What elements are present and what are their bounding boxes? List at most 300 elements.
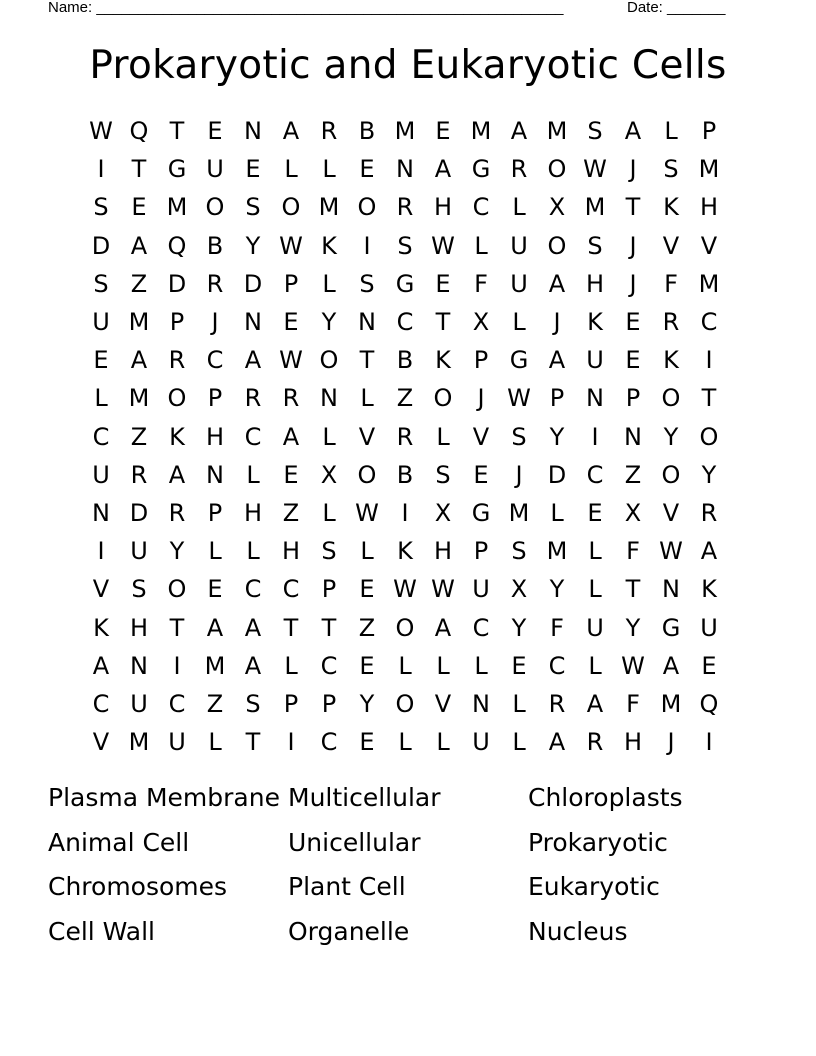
grid-letter: Y xyxy=(245,231,261,260)
grid-letter: L xyxy=(322,269,336,298)
grid-letter: G xyxy=(167,155,187,184)
grid-letter: W xyxy=(431,575,455,604)
grid-letter: V xyxy=(700,231,718,260)
grid-letter: O xyxy=(395,689,415,718)
grid-letter: V xyxy=(92,575,110,604)
word-bank xyxy=(48,776,768,954)
grid-letter: M xyxy=(660,689,682,718)
grid-letter: E xyxy=(625,346,641,375)
word-bank-item: Nucleus xyxy=(528,916,628,946)
grid-letter: O xyxy=(547,155,567,184)
grid-letter: L xyxy=(322,155,336,184)
grid-letter: G xyxy=(661,613,681,642)
grid-letter: L xyxy=(512,689,526,718)
grid-letter: C xyxy=(472,193,490,222)
grid-letter: P xyxy=(701,117,717,146)
grid-letter: L xyxy=(208,537,222,566)
grid-letter: D xyxy=(129,498,149,527)
grid-letter: J xyxy=(629,231,637,260)
grid-letter: R xyxy=(510,155,528,184)
grid-letter: Z xyxy=(206,689,224,718)
grid-letter: V xyxy=(358,422,376,451)
grid-letter: P xyxy=(625,384,641,413)
grid-letter: B xyxy=(206,231,224,260)
date-field-label: Date: _______ xyxy=(627,0,726,16)
grid-letter: O xyxy=(167,384,187,413)
word-bank-item: Plasma Membrane xyxy=(48,783,280,812)
grid-letter: A xyxy=(548,346,566,375)
grid-letter: H xyxy=(623,728,643,757)
word-bank-item: Multicellular xyxy=(288,783,441,812)
grid-letter: I xyxy=(401,498,409,527)
grid-letter: O xyxy=(357,460,377,489)
grid-letter: R xyxy=(396,422,414,451)
grid-letter: T xyxy=(625,193,641,222)
grid-letter: L xyxy=(588,537,602,566)
grid-letter: J xyxy=(553,308,561,337)
grid-letter: R xyxy=(586,728,604,757)
grid-letter: N xyxy=(586,384,604,413)
grid-letter: L xyxy=(322,498,336,527)
grid-letter: A xyxy=(92,651,110,680)
word-bank-item: Unicellular xyxy=(288,827,421,857)
grid-letter: W xyxy=(279,346,303,375)
grid-letter: V xyxy=(662,231,680,260)
grid-letter: V xyxy=(472,422,490,451)
word-bank-item: Chromosomes xyxy=(48,872,228,901)
grid-letter: M xyxy=(204,651,226,680)
grid-letter: E xyxy=(511,651,527,680)
grid-letter: X xyxy=(320,460,338,489)
grid-letter: A xyxy=(434,155,452,184)
grid-letter: S xyxy=(245,193,261,222)
grid-letter: P xyxy=(169,308,185,337)
grid-letter: W xyxy=(279,231,303,260)
grid-letter: E xyxy=(359,728,375,757)
grid-letter: L xyxy=(436,422,450,451)
grid-letter: S xyxy=(587,231,603,260)
grid-letter: L xyxy=(208,728,222,757)
grid-letter: S xyxy=(93,193,109,222)
grid-letter: C xyxy=(244,422,262,451)
grid-letter: N xyxy=(358,308,376,337)
grid-letter: U xyxy=(168,728,186,757)
grid-letter: X xyxy=(472,308,490,337)
grid-letter: O xyxy=(167,575,187,604)
grid-letter: B xyxy=(396,460,414,489)
grid-letter: F xyxy=(626,537,640,566)
grid-letter: V xyxy=(434,689,452,718)
grid-letter: H xyxy=(243,498,263,527)
grid-letter: U xyxy=(700,613,718,642)
grid-letter: M xyxy=(394,117,416,146)
grid-letter: N xyxy=(206,460,224,489)
grid-letter: D xyxy=(547,460,567,489)
grid-letter: F xyxy=(474,269,488,298)
grid-letter: I xyxy=(97,537,105,566)
grid-letter: K xyxy=(663,193,679,222)
grid-letter: I xyxy=(705,346,713,375)
grid-letter: Z xyxy=(624,460,642,489)
grid-letter: O xyxy=(661,384,681,413)
grid-letter: W xyxy=(507,384,531,413)
grid-letter: S xyxy=(93,269,109,298)
grid-letter: D xyxy=(91,231,111,260)
grid-letter: J xyxy=(515,460,523,489)
grid-letter: A xyxy=(700,537,718,566)
grid-letter: K xyxy=(663,346,679,375)
grid-letter: L xyxy=(436,651,450,680)
grid-letter: A xyxy=(282,422,300,451)
grid-letter: C xyxy=(586,460,604,489)
grid-letter: A xyxy=(586,689,604,718)
grid-letter: U xyxy=(586,346,604,375)
grid-letter: Q xyxy=(699,689,719,718)
grid-letter: Z xyxy=(282,498,300,527)
grid-letter: Z xyxy=(130,422,148,451)
grid-letter: L xyxy=(588,575,602,604)
grid-letter: W xyxy=(89,117,113,146)
grid-letter: P xyxy=(473,537,489,566)
grid-letter: M xyxy=(166,193,188,222)
grid-letter: Y xyxy=(701,460,717,489)
grid-letter: M xyxy=(470,117,492,146)
grid-letter: M xyxy=(318,193,340,222)
grid-letter: T xyxy=(131,155,147,184)
grid-letter: O xyxy=(395,613,415,642)
grid-letter: M xyxy=(128,384,150,413)
grid-letter: Q xyxy=(129,117,149,146)
word-bank-item: Organelle xyxy=(288,916,410,946)
grid-letter: C xyxy=(92,689,110,718)
grid-letter: T xyxy=(169,613,185,642)
grid-letter: W xyxy=(431,231,455,260)
grid-letter: S xyxy=(511,537,527,566)
grid-letter: E xyxy=(93,346,109,375)
grid-letter: U xyxy=(586,613,604,642)
grid-letter: P xyxy=(549,384,565,413)
grid-letter: K xyxy=(169,422,185,451)
grid-letter: F xyxy=(626,689,640,718)
grid-letter: F xyxy=(664,269,678,298)
page-title: Prokaryotic and Eukaryotic Cells xyxy=(89,43,727,88)
grid-letter: L xyxy=(550,498,564,527)
grid-letter: Y xyxy=(359,689,375,718)
grid-letter: A xyxy=(282,117,300,146)
grid-letter: C xyxy=(320,728,338,757)
grid-letter: R xyxy=(168,498,186,527)
grid-letter: L xyxy=(588,651,602,680)
grid-letter: A xyxy=(130,346,148,375)
grid-letter: W xyxy=(621,651,645,680)
grid-letter: H xyxy=(129,613,149,642)
grid-letter: R xyxy=(168,346,186,375)
word-bank-item: Chloroplasts xyxy=(528,783,683,812)
grid-letter: P xyxy=(207,384,223,413)
grid-letter: S xyxy=(435,460,451,489)
grid-letter: H xyxy=(433,193,453,222)
grid-letter: N xyxy=(92,498,110,527)
grid-letter: A xyxy=(244,613,262,642)
grid-letter: L xyxy=(94,384,108,413)
grid-letter: U xyxy=(92,308,110,337)
grid-letter: L xyxy=(512,193,526,222)
grid-letter: L xyxy=(474,651,488,680)
grid-letter: M xyxy=(128,728,150,757)
grid-letter: A xyxy=(548,728,566,757)
grid-letter: V xyxy=(92,728,110,757)
grid-letter: W xyxy=(393,575,417,604)
grid-letter: E xyxy=(131,193,147,222)
grid-letter: E xyxy=(701,651,717,680)
grid-letter: E xyxy=(359,651,375,680)
grid-letter: N xyxy=(320,384,338,413)
grid-letter: M xyxy=(128,308,150,337)
grid-letter: U xyxy=(206,155,224,184)
grid-letter: O xyxy=(281,193,301,222)
grid-letter: E xyxy=(587,498,603,527)
grid-letter: R xyxy=(700,498,718,527)
grid-letter: A xyxy=(624,117,642,146)
grid-letter: G xyxy=(509,346,529,375)
grid-letter: S xyxy=(663,155,679,184)
grid-letter: I xyxy=(705,728,713,757)
grid-letter: Z xyxy=(130,269,148,298)
grid-letter: O xyxy=(547,231,567,260)
grid-letter: J xyxy=(667,728,675,757)
grid-letter: P xyxy=(473,346,489,375)
grid-letter: Y xyxy=(625,613,641,642)
grid-letter: A xyxy=(130,231,148,260)
grid-letter: L xyxy=(360,384,374,413)
word-bank-item: Prokaryotic xyxy=(528,827,668,857)
grid-letter: O xyxy=(661,460,681,489)
grid-letter: R xyxy=(206,269,224,298)
grid-letter: Y xyxy=(549,422,565,451)
grid-letter: R xyxy=(244,384,262,413)
grid-letter: C xyxy=(168,689,186,718)
grid-letter: U xyxy=(130,537,148,566)
grid-letter: N xyxy=(624,422,642,451)
grid-letter: X xyxy=(434,498,452,527)
grid-letter: L xyxy=(246,537,260,566)
grid-letter: C xyxy=(396,308,414,337)
grid-letter: M xyxy=(508,498,530,527)
grid-letter: E xyxy=(473,460,489,489)
grid-letter: I xyxy=(363,231,371,260)
grid-letter: B xyxy=(358,117,376,146)
grid-letter: J xyxy=(629,155,637,184)
grid-letter: U xyxy=(510,231,528,260)
grid-letter: W xyxy=(583,155,607,184)
grid-letter: K xyxy=(397,537,413,566)
grid-letter: C xyxy=(548,651,566,680)
grid-letter: T xyxy=(359,346,375,375)
grid-letter: D xyxy=(243,269,263,298)
grid-letter: C xyxy=(244,575,262,604)
grid-letter: Y xyxy=(549,575,565,604)
word-bank-item: Animal Cell xyxy=(48,827,190,857)
grid-letter: Q xyxy=(167,231,187,260)
grid-letter: O xyxy=(357,193,377,222)
grid-letter: O xyxy=(205,193,225,222)
grid-letter: R xyxy=(320,117,338,146)
grid-letter: E xyxy=(435,117,451,146)
word-bank-item: Eukaryotic xyxy=(528,872,660,901)
grid-letter: P xyxy=(321,689,337,718)
grid-letter: A xyxy=(548,269,566,298)
grid-letter: B xyxy=(396,346,414,375)
grid-letter: A xyxy=(168,460,186,489)
grid-letter: C xyxy=(320,651,338,680)
grid-letter: I xyxy=(591,422,599,451)
grid-letter: U xyxy=(510,269,528,298)
grid-letter: A xyxy=(244,346,262,375)
grid-letter: X xyxy=(510,575,528,604)
grid-letter: Y xyxy=(663,422,679,451)
grid-letter: A xyxy=(662,651,680,680)
grid-letter: S xyxy=(511,422,527,451)
grid-letter: E xyxy=(435,269,451,298)
grid-letter: K xyxy=(93,613,109,642)
grid-letter: M xyxy=(546,537,568,566)
grid-letter: C xyxy=(92,422,110,451)
grid-letter: E xyxy=(245,155,261,184)
grid-letter: L xyxy=(246,460,260,489)
name-field-label: Name: ________________________________________________________ xyxy=(48,0,564,16)
grid-letter: N xyxy=(244,308,262,337)
grid-letter: P xyxy=(207,498,223,527)
grid-letter: O xyxy=(699,422,719,451)
grid-letter: H xyxy=(699,193,719,222)
grid-letter: M xyxy=(546,117,568,146)
grid-letter: N xyxy=(130,651,148,680)
grid-letter: H xyxy=(433,537,453,566)
grid-letter: J xyxy=(477,384,485,413)
grid-letter: W xyxy=(355,498,379,527)
header-fields xyxy=(48,0,748,18)
grid-letter: S xyxy=(587,117,603,146)
grid-letter: R xyxy=(662,308,680,337)
grid-letter: K xyxy=(321,231,337,260)
grid-letter: M xyxy=(698,269,720,298)
grid-letter: C xyxy=(206,346,224,375)
grid-letter: I xyxy=(173,651,181,680)
grid-letter: L xyxy=(322,422,336,451)
grid-letter: K xyxy=(701,575,717,604)
grid-letter: N xyxy=(472,689,490,718)
grid-letter: F xyxy=(550,613,564,642)
grid-letter: T xyxy=(321,613,337,642)
grid-letter: L xyxy=(284,155,298,184)
grid-letter: T xyxy=(169,117,185,146)
grid-letter: S xyxy=(397,231,413,260)
grid-letter: L xyxy=(436,728,450,757)
grid-letter: V xyxy=(662,498,680,527)
grid-letter: U xyxy=(472,728,490,757)
grid-letter: A xyxy=(206,613,224,642)
grid-letter: I xyxy=(287,728,295,757)
grid-letter: E xyxy=(207,117,223,146)
grid-letter: P xyxy=(283,689,299,718)
grid-letter: C xyxy=(282,575,300,604)
grid-letter: E xyxy=(359,155,375,184)
grid-letter: U xyxy=(472,575,490,604)
grid-letter: H xyxy=(585,269,605,298)
word-bank-item: Cell Wall xyxy=(48,916,156,946)
grid-letter: G xyxy=(395,269,415,298)
grid-letter: N xyxy=(244,117,262,146)
grid-letter: T xyxy=(625,575,641,604)
grid-letter: T xyxy=(701,384,717,413)
grid-letter: J xyxy=(211,308,219,337)
grid-letter: T xyxy=(435,308,451,337)
grid-letter: R xyxy=(282,384,300,413)
grid-letter: K xyxy=(587,308,603,337)
word-bank-item: Plant Cell xyxy=(288,872,406,901)
grid-letter: M xyxy=(698,155,720,184)
grid-letter: L xyxy=(398,728,412,757)
grid-letter: Y xyxy=(169,537,185,566)
grid-letter: D xyxy=(167,269,187,298)
grid-letter: X xyxy=(548,193,566,222)
grid-letter: T xyxy=(245,728,261,757)
grid-letter: N xyxy=(396,155,414,184)
grid-letter: S xyxy=(321,537,337,566)
grid-letter: R xyxy=(548,689,566,718)
grid-letter: E xyxy=(283,460,299,489)
grid-letter: T xyxy=(283,613,299,642)
grid-letter: I xyxy=(97,155,105,184)
grid-letter: R xyxy=(130,460,148,489)
grid-letter: C xyxy=(472,613,490,642)
grid-letter: E xyxy=(207,575,223,604)
grid-letter: E xyxy=(625,308,641,337)
grid-letter: K xyxy=(435,346,451,375)
grid-letter: N xyxy=(662,575,680,604)
grid-letter: Y xyxy=(511,613,527,642)
grid-letter: G xyxy=(471,498,491,527)
grid-letter: U xyxy=(130,689,148,718)
grid-letter: Z xyxy=(396,384,414,413)
grid-letter: O xyxy=(433,384,453,413)
grid-letter: C xyxy=(700,308,718,337)
grid-letter: G xyxy=(471,155,491,184)
letter-grid xyxy=(82,112,728,761)
grid-letter: L xyxy=(512,728,526,757)
grid-letter: E xyxy=(283,308,299,337)
grid-letter: U xyxy=(92,460,110,489)
grid-letter: S xyxy=(131,575,147,604)
grid-letter: L xyxy=(664,117,678,146)
grid-letter: L xyxy=(474,231,488,260)
grid-letter: P xyxy=(283,269,299,298)
grid-letter: H xyxy=(281,537,301,566)
grid-letter: L xyxy=(284,651,298,680)
grid-letter: L xyxy=(398,651,412,680)
grid-letter: O xyxy=(319,346,339,375)
grid-letter: W xyxy=(659,537,683,566)
grid-letter: A xyxy=(510,117,528,146)
grid-letter: E xyxy=(359,575,375,604)
grid-letter: Z xyxy=(358,613,376,642)
grid-letter: A xyxy=(244,651,262,680)
grid-letter: R xyxy=(396,193,414,222)
grid-letter: J xyxy=(629,269,637,298)
grid-letter: P xyxy=(321,575,337,604)
grid-letter: H xyxy=(205,422,225,451)
grid-letter: M xyxy=(584,193,606,222)
